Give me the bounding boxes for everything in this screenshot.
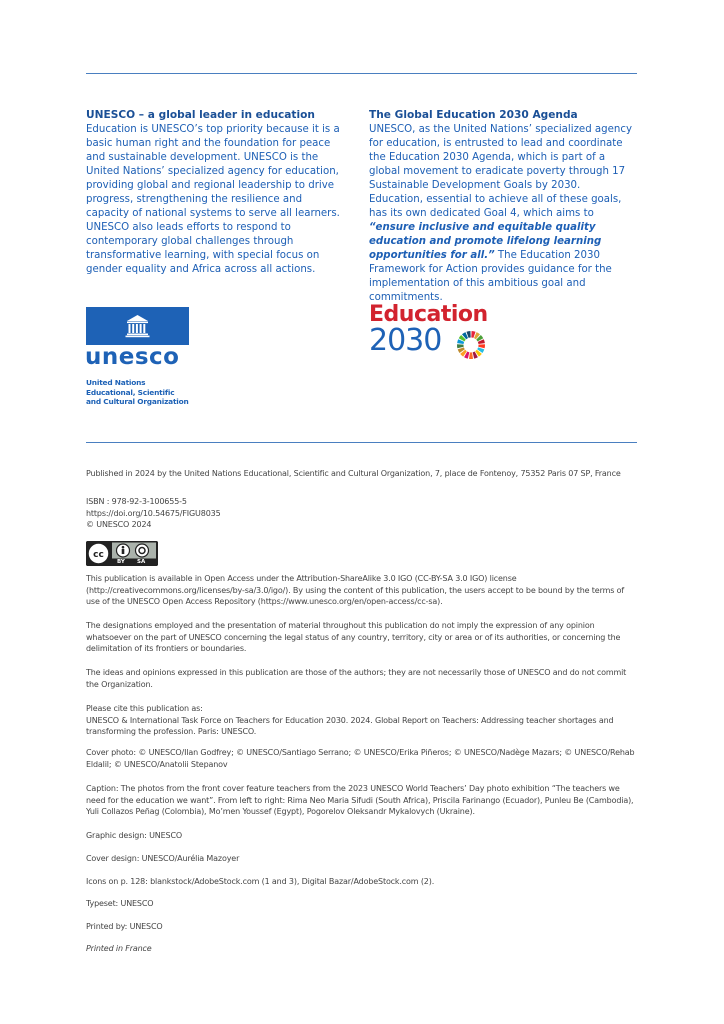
agenda-body-part1: UNESCO, as the United Nations’ specialized agency for education, is entrusted to lead and coordinate the Education 2030 Agenda, which is part of a global movement to eradicate poverty through 17 Sustainable Development Goals by 2030. Education, essential to achieve all of these goals, has its own dedicated Goal 4, which aims to <box>369 124 632 219</box>
opinions-disclaimer: The ideas and opinions expressed in this publication are those of the authors; they are not necessarily those of UNESCO and do not commit the Organization. <box>86 668 627 689</box>
printed-by-credit: Printed by: UNESCO <box>86 922 163 931</box>
unesco-full-name <box>86 378 189 407</box>
cc-sa-label: SA <box>137 559 146 565</box>
copyright: © UNESCO 2024 <box>86 520 152 530</box>
cover-design-credit: Cover design: UNESCO/Aurélia Mazoyer <box>86 854 240 863</box>
graphic-design-credit: Graphic design: UNESCO <box>86 831 183 840</box>
cover-photo-credits: Cover photo: © UNESCO/Ilan Godfrey; © UNESCO/Santiago Serrano; © UNESCO/Erika Piñeros; © UNESCO/Nadège Mazars; © UNESCO/Rehab Eldalil; © UNESCO/Anatolii Stepanov <box>86 748 635 769</box>
doi-link[interactable]: https://doi.org/10.54675/FIGU8035 <box>86 508 221 518</box>
unesco-name-line-1: United Nations <box>86 378 146 387</box>
unesco-wordmark: unesco <box>85 344 180 370</box>
unesco-name-line-3: and Cultural Organization <box>86 397 189 407</box>
cc-by-label: BY <box>117 559 125 565</box>
printed-in-credit: Printed in France <box>86 944 152 953</box>
top-divider <box>86 73 637 74</box>
unesco-logo-banner <box>86 307 189 345</box>
designations-disclaimer: The designations employed and the presentation of material throughout this publication do not imply the expression of any opinion whatsoever on the part of UNESCO concerning the legal status of any country, territory, city or area or of its authorities, or concerning the delimitation of its frontiers or boundaries. <box>86 621 621 654</box>
middle-divider <box>86 442 637 443</box>
icons-credit: Icons on p. 128: blankstock/AdobeStock.com (1 and 3), Digital Bazar/AdobeStock.com (2). <box>86 877 435 886</box>
unesco-temple-icon <box>86 307 189 345</box>
citation-text: UNESCO & International Task Force on Teachers for Education 2030. 2024. Global Report on Teachers: Addressing teacher shortages and transforming the profession. Paris: UNESCO. <box>86 715 614 737</box>
unesco-leader-column <box>86 108 344 277</box>
svg-text:cc: cc <box>93 550 104 560</box>
agenda-body-part2: The Education 2030 Framework for Action provides guidance for the implementation of this ambitious goal and commitments. <box>369 250 612 303</box>
education-agenda-heading: The Global Education 2030 Agenda <box>369 109 578 121</box>
education-2030-word: Education <box>369 302 488 327</box>
unesco-leader-body: Education is UNESCO’s top priority because it is a basic human right and the foundation for peace and sustainable development. UNESCO is the United Nations’ specialized agency for education, providing global and regional leadership to drive progress, strengthening the resilience and capacity of national systems to serve all learners. UNESCO also leads efforts to respond to contemporary global challenges through transformative learning, with special focus on gender equality and Africa across all actions. <box>86 124 340 275</box>
sdg-wheel-segment <box>457 344 464 348</box>
cc-by-sa-badge <box>86 541 158 566</box>
typeset-credit: Typeset: UNESCO <box>86 899 154 908</box>
agenda-goal-quote: “ensure inclusive and equitable quality education and promote lifelong learning opportunities for all.” <box>369 222 602 261</box>
citation-block <box>86 703 638 738</box>
unesco-name-line-2: Educational, Scientific <box>86 387 175 397</box>
sdg-wheel-icon <box>456 330 486 360</box>
isbn: ISBN : 978-92-3-100655-5 <box>86 497 187 506</box>
open-access-license: This publication is available in Open Access under the Attribution-ShareAlike 3.0 IGO (CC-BY-SA 3.0 IGO) license (http://creativecommons.org/licenses/by-sa/3.0/igo/). By using the content of this publication, the users accept to be bound by the terms of use of the UNESCO Open Access Repository (https://www.unesco.org/en/open-access/cc-sa). <box>86 574 625 607</box>
publisher-line: Published in 2024 by the United Nations Educational, Scientific and Cultural Organization, 7, place de Fontenoy, 75352 Paris 07 SP, France <box>86 469 621 478</box>
sdg-wheel-segment <box>478 344 485 348</box>
sdg-wheel-segment <box>469 352 473 359</box>
education-2030-year: 2030 <box>369 323 442 358</box>
education-agenda-column <box>369 108 633 305</box>
education-agenda-body <box>369 123 633 305</box>
unesco-leader-heading: UNESCO – a global leader in education <box>86 109 315 121</box>
citation-label: Please cite this publication as: <box>86 704 203 713</box>
publication-identifiers <box>86 496 638 531</box>
cover-caption: Caption: The photos from the front cover feature teachers from the 2023 UNESCO World Teachers’ Day photo exhibition “The teachers we need for the education we want”. From left to right: Rima Neo Maria Sifudi (South Africa), Priscila Farinango (Ecuador), Punleu Be (Cambodia), Yuli Collazos Peñag (Colombia), Mo’men Youssef (Egypt), Pogorelov Oleksandr Mykalovych (Ukraine). <box>86 784 634 817</box>
